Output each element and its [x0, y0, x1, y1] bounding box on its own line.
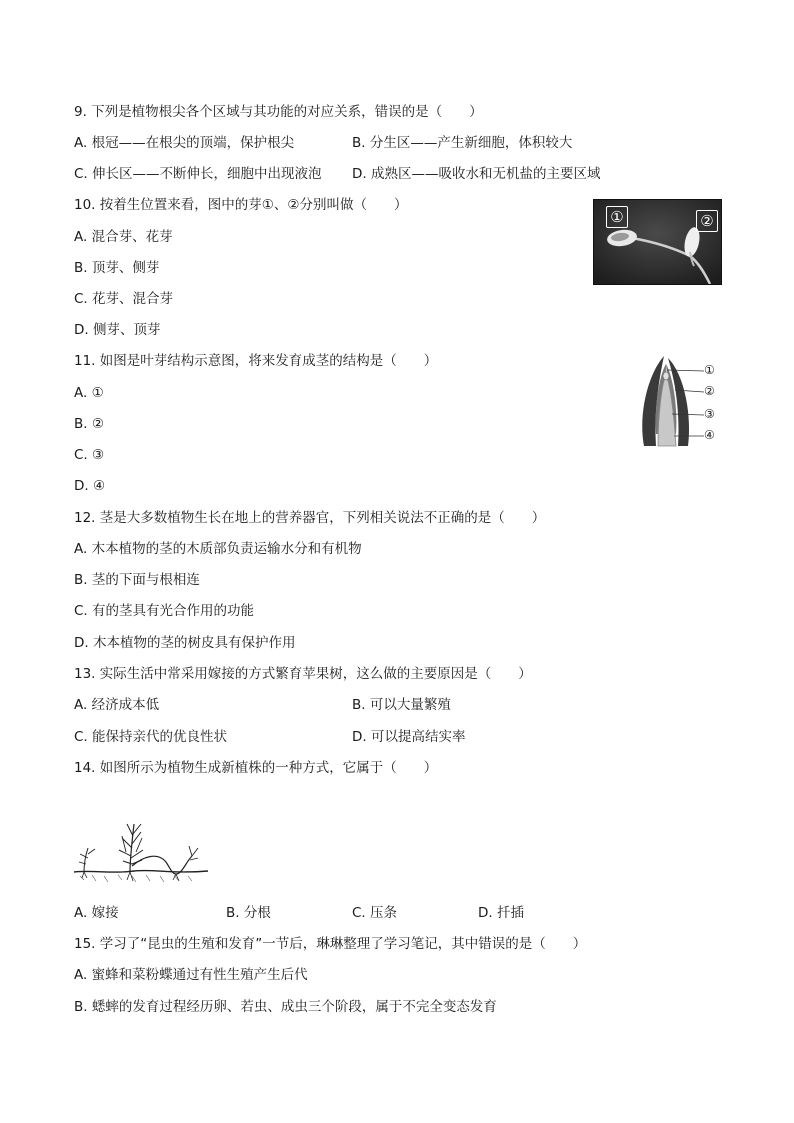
question-10-stem: 10. 按着生位置来看，图中的芽①、②分别叫做（ ）: [74, 197, 408, 213]
question-13-option-b: B. 可以大量繁殖: [352, 697, 451, 713]
question-9-option-a: A. 根冠——在根尖的顶端，保护根尖: [74, 135, 295, 151]
leaf-bud-label-4: ④: [704, 428, 715, 442]
leaf-bud-label-1: ①: [704, 363, 715, 377]
question-14-option-c: C. 压条: [352, 905, 398, 921]
leaf-bud-label-3: ③: [704, 407, 715, 421]
question-9-option-b: B. 分生区——产生新细胞，体积较大: [352, 135, 573, 151]
bud-photo-figure: [593, 199, 722, 285]
question-14-stem: 14. 如图所示为植物生成新植株的一种方式，它属于（ ）: [74, 760, 438, 776]
question-10-option-a: A. 混合芽、花芽: [74, 229, 173, 245]
question-9-stem: 9. 下列是植物根尖各个区域与其功能的对应关系，错误的是（ ）: [74, 104, 483, 120]
question-15-stem: 15. 学习了“昆虫的生殖和发育”一节后，琳琳整理了学习笔记，其中错误的是（ ）: [74, 936, 587, 952]
question-15-option-b: B. 蟋蟀的发育过程经历卵、若虫、成虫三个阶段，属于不完全变态发育: [74, 999, 497, 1015]
question-10-option-b: B. 顶芽、侧芽: [74, 260, 160, 276]
question-13-option-c: C. 能保持亲代的优良性状: [74, 729, 228, 745]
question-14-option-a: A. 嫁接: [74, 905, 119, 921]
question-13-stem: 13. 实际生活中常采用嫁接的方式繁育苹果树，这么做的主要原因是（ ）: [74, 666, 532, 682]
question-14-option-d: D. 扦插: [478, 905, 524, 921]
question-11-option-d: D. ④: [74, 478, 106, 494]
question-15-option-a: A. 蜜蜂和菜粉蝶通过有性生殖产生后代: [74, 967, 308, 983]
question-12-option-c: C. 有的茎具有光合作用的功能: [74, 603, 255, 619]
question-11-stem: 11. 如图是叶芽结构示意图，将来发育成茎的结构是（ ）: [74, 353, 438, 369]
question-13-option-d: D. 可以提高结实率: [352, 729, 466, 745]
question-12-option-a: A. 木本植物的茎的木质部负责运输水分和有机物: [74, 541, 362, 557]
question-12-stem: 12. 茎是大多数植物生长在地上的营养器官，下列相关说法不正确的是（ ）: [74, 510, 546, 526]
question-11-option-a: A. ①: [74, 385, 104, 401]
question-10-option-c: C. 花芽、混合芽: [74, 291, 174, 307]
question-13-option-a: A. 经济成本低: [74, 697, 160, 713]
question-9-option-c: C. 伸长区——不断伸长，细胞中出现液泡: [74, 166, 322, 182]
layering-drawing: [74, 818, 208, 888]
layering-diagram: [74, 818, 208, 888]
question-11-option-b: B. ②: [74, 416, 104, 432]
bud-label-2: ②: [696, 210, 718, 232]
question-10-option-d: D. 侧芽、顶芽: [74, 322, 161, 338]
question-11-option-c: C. ③: [74, 447, 105, 463]
question-12-option-b: B. 茎的下面与根相连: [74, 572, 200, 588]
leaf-bud-label-2: ②: [704, 384, 715, 398]
question-14-option-b: B. 分根: [226, 905, 271, 921]
bud-label-1: ①: [606, 206, 628, 228]
question-9-option-d: D. 成熟区——吸收水和无机盐的主要区域: [352, 166, 601, 182]
leaf-bud-diagram: [636, 354, 720, 448]
question-12-option-d: D. 木本植物的茎的树皮具有保护作用: [74, 635, 296, 651]
